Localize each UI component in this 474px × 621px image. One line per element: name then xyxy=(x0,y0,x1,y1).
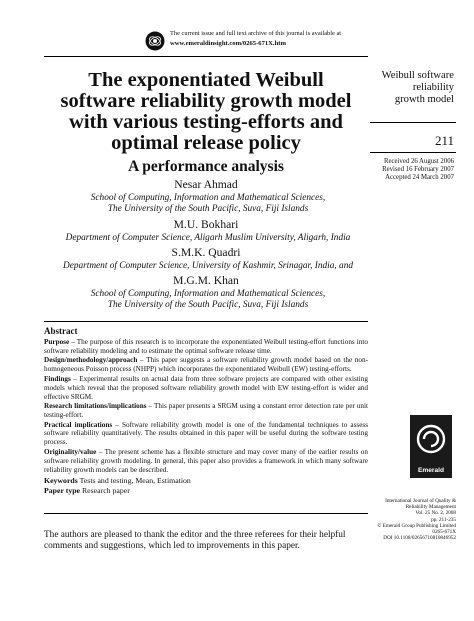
author-name: Nesar Ahmad xyxy=(174,178,238,191)
abstract-section: Originality/value – The present scheme has a flexible structure and may cover many of the earlier results on software reliability growth modeling. In general, this paper also provides a framework in which many software reliability growth models can be described. xyxy=(44,447,368,474)
author-name: M.U. Bokhari xyxy=(173,218,239,231)
header-divider xyxy=(44,56,368,57)
side-divider xyxy=(370,152,456,153)
running-title: Weibull software reliability growth model xyxy=(381,70,454,105)
emerald-mark-icon xyxy=(410,415,452,463)
paper-type: Paper type Research paper xyxy=(44,486,130,496)
abstract-section: Design/methodology/approach – This paper suggests a software reliability growth model based on the non-homogeneous Poisson process (NHPP) which incorporates the exponentiated Weibull (EW) testing-efforts. xyxy=(44,356,368,374)
abstract-section: Findings – Experimental results on actual data from three software projects are compared with other existing models which reveal that the proposed software reliability growth model with EW testing-effort is wider and effective SRGM. xyxy=(44,374,368,401)
title-line: The exponentiated Weibull xyxy=(88,69,324,91)
author-affiliation: Department of Computer Science, Aligarh Muslim University, Aligarh, India xyxy=(65,233,351,243)
archive-url-link[interactable]: www.emeraldinsight.com/0265-671X.htm xyxy=(170,40,286,47)
abstract-body xyxy=(44,338,368,497)
title-line: with various testing-efforts and xyxy=(69,111,343,133)
emerald-globe-icon xyxy=(145,31,165,51)
page-number: 211 xyxy=(434,133,454,148)
paper-subtitle: A performance analysis xyxy=(128,158,284,175)
abstract-bottom-divider xyxy=(44,513,368,514)
author-affiliation: School of Computing, Information and Mathematical Sciences, The University of the South Pacific, Suva, Fiji Islands xyxy=(90,193,326,214)
title-line: software reliability growth model xyxy=(60,90,352,112)
abstract-heading: Abstract xyxy=(44,326,78,336)
abstract-section: Purpose – The purpose of this research is to incorporate the exponentiated Weibull testing-effort functions into software reliability modeling and to estimate the optimal software release time. xyxy=(44,338,368,355)
author-affiliation: School of Computing, Information and Mathematical Sciences, The University of the South Pacific, Suva, Fiji Islands xyxy=(90,289,326,310)
keywords: Keywords Tests and testing, Mean, Estimation xyxy=(44,475,191,485)
abstract-section: Research limitations/implications – This paper presents a SRGM using a constant error detection rate per unit testing-effort. xyxy=(44,402,368,420)
emerald-logo-text: Emerald xyxy=(417,467,445,474)
submission-dates: Received 26 August 2006 Revised 16 February 2007 Accepted 24 March 2007 xyxy=(382,158,454,182)
author-name: M.G.M. Khan xyxy=(173,274,239,287)
author-name: S.M.K. Quadri xyxy=(171,246,241,259)
abstract-top-divider xyxy=(44,321,368,322)
author-affiliation: Department of Computer Science, University of Kashmir, Srinagar, India, and xyxy=(63,261,353,271)
acknowledgement: The authors are pleased to thank the editor and the three referees for their helpful comments and suggestions, which led to improvements in this paper. xyxy=(44,530,346,551)
side-divider xyxy=(370,122,456,123)
title-line: optimal release policy xyxy=(111,132,301,154)
abstract-section: Practical implications – Software reliability growth model is one of the fundamental techniques to assess software reliability quantitatively. The results obtained in this paper will be useful during the software testing process. xyxy=(44,420,368,447)
paper-title xyxy=(44,70,368,154)
journal-info: International Journal of Quality & Reliability Management Vol. 25 No. 2, 2008 pp. 211-235 © Emerald Group Publishing Limited 0265-671X DOI 10.1108/02656710810846952 xyxy=(377,498,456,542)
archive-notice: The current issue and full text archive of this journal is available at xyxy=(170,30,342,37)
